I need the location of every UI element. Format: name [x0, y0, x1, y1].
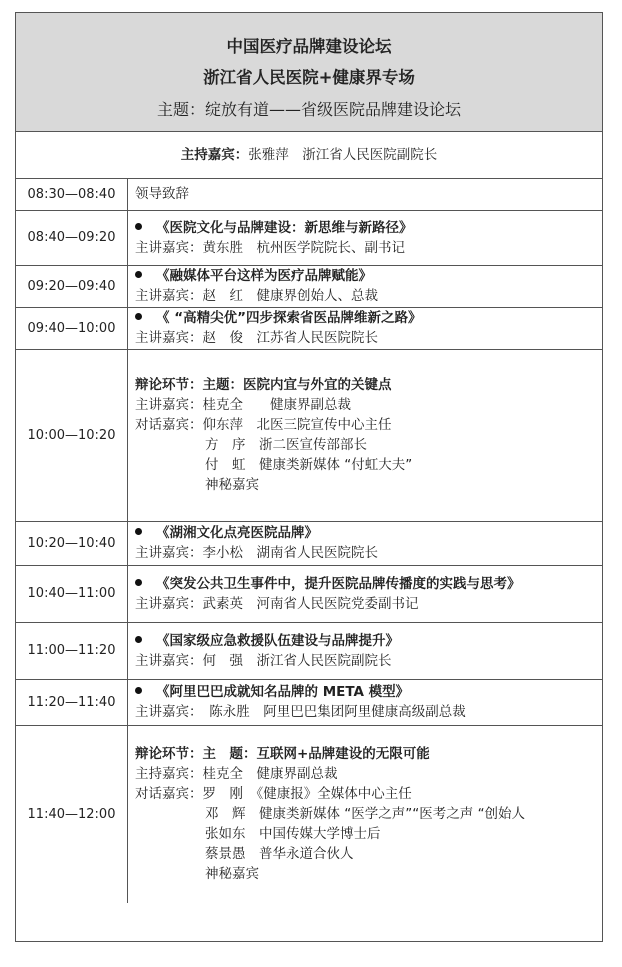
theme-line — [16, 93, 602, 127]
session-title: 浙江省人民医院+健康界专场 — [203, 68, 415, 87]
detail-line: 蔡景愚 普华永道合伙人 — [205, 846, 354, 863]
agenda-row — [16, 565, 602, 622]
bullet-icon — [135, 313, 142, 320]
detail-line: 领导致辞 — [135, 186, 189, 203]
session-detail — [128, 307, 603, 349]
talk-title-text: 《阿里巴巴成就知名品牌的 META 模型》 — [156, 684, 410, 700]
session-detail — [128, 622, 603, 679]
bullet-icon — [135, 687, 142, 694]
session-detail — [128, 349, 603, 521]
talk-title — [135, 308, 602, 328]
talk-title-text: 《医院文化与品牌建设：新思维与新路径》 — [156, 219, 413, 236]
time-slot: 10:40—11:00 — [16, 565, 128, 622]
bullet-icon — [135, 528, 142, 535]
agenda-row — [16, 265, 602, 307]
time-slot: 11:00—11:20 — [16, 622, 128, 679]
forum-title: 中国医疗品牌建设论坛 — [226, 37, 392, 56]
agenda-row — [16, 210, 602, 265]
time-slot: 10:20—10:40 — [16, 521, 128, 565]
time-slot: 08:30—08:40 — [16, 179, 128, 210]
bullet-icon — [135, 579, 142, 586]
session-detail — [128, 725, 603, 903]
detail-line: 辩论环节：主题：医院内宜与外宜的关键点 — [135, 377, 392, 393]
agenda-row — [16, 179, 602, 210]
agenda-row — [16, 307, 602, 349]
talk-title-text: 《湖湘文化点亮医院品牌》 — [156, 525, 318, 541]
detail-line: 主讲嘉宾： 陈永胜 阿里巴巴集团阿里健康高级副总裁 — [135, 704, 466, 720]
detail-line: 神秘嘉宾 — [205, 477, 259, 493]
detail-line: 主讲嘉宾：何 强 浙江省人民医院副院长 — [135, 652, 392, 669]
talk-title — [135, 631, 602, 651]
agenda-row — [16, 521, 602, 565]
time-slot: 09:40—10:00 — [16, 307, 128, 349]
time-slot: 08:40—09:20 — [16, 210, 128, 265]
time-slot: 11:40—12:00 — [16, 725, 128, 903]
agenda-row — [16, 622, 602, 679]
talk-title-text: 《突发公共卫生事件中，提升医院品牌传播度的实践与思考》 — [156, 575, 521, 592]
talk-title — [135, 218, 602, 238]
detail-line: 方 序 浙二医宣传部部长 — [205, 437, 367, 453]
detail-line: 辩论环节：主 题：互联网+品牌建设的无限可能 — [135, 746, 430, 763]
bullet-icon — [135, 223, 142, 230]
host-value: 张雅萍 浙江省人民医院副院长 — [248, 147, 438, 163]
session-detail — [128, 679, 603, 725]
talk-title-text: 《融媒体平台这样为医疗品牌赋能》 — [156, 268, 372, 284]
agenda-row — [16, 679, 602, 725]
host-label: 主持嘉宾： — [180, 147, 249, 163]
time-slot: 09:20—09:40 — [16, 265, 128, 307]
session-detail — [128, 210, 603, 265]
detail-line: 主讲嘉宾：桂克全 健康界副总裁 — [135, 397, 351, 413]
detail-line: 张如东 中国传媒大学博士后 — [205, 826, 381, 843]
agenda-header — [16, 13, 602, 132]
detail-line: 邓 辉 健康类新媒体 “医学之声”“医考之声 “创始人 — [205, 806, 526, 823]
bullet-icon — [135, 636, 142, 643]
session-detail — [128, 565, 603, 622]
talk-title — [135, 682, 602, 702]
time-slot: 10:00—10:20 — [16, 349, 128, 521]
detail-line: 主持嘉宾：桂克全 健康界副总裁 — [135, 766, 338, 783]
talk-title — [135, 523, 602, 543]
agenda-row — [16, 725, 602, 903]
detail-line: 神秘嘉宾 — [205, 866, 259, 883]
talk-title-text: 《国家级应急救援队伍建设与品牌提升》 — [156, 632, 399, 649]
bullet-icon — [135, 271, 142, 278]
agenda-table — [16, 179, 602, 903]
talk-title-text: 《 “高精尖优”四步探索省医品牌维新之路》 — [156, 310, 422, 326]
agenda-sheet — [15, 12, 603, 942]
detail-line: 对话嘉宾：仰东萍 北医三院宣传中心主任 — [135, 417, 392, 433]
agenda-row — [16, 349, 602, 521]
time-slot: 11:20—11:40 — [16, 679, 128, 725]
detail-line: 主讲嘉宾：黄东胜 杭州医学院院长、副书记 — [135, 239, 405, 256]
detail-line: 主讲嘉宾：李小松 湖南省人民医院院长 — [135, 545, 378, 561]
detail-line: 主讲嘉宾：赵 俊 江苏省人民医院院长 — [135, 330, 378, 346]
host-row — [16, 132, 602, 179]
talk-title — [135, 574, 602, 594]
session-detail — [128, 179, 603, 210]
detail-line: 付 虹 健康类新媒体 “付虹大夫” — [205, 457, 413, 473]
session-detail — [128, 521, 603, 565]
talk-title — [135, 266, 602, 286]
detail-line: 主讲嘉宾：赵 红 健康界创始人、总裁 — [135, 288, 378, 304]
theme-text: 绽放有道——省级医院品牌建设论坛 — [205, 100, 462, 119]
theme-label: 主题： — [156, 100, 205, 119]
detail-line: 主讲嘉宾：武素英 河南省人民医院党委副书记 — [135, 595, 419, 612]
session-detail — [128, 265, 603, 307]
detail-line: 对话嘉宾：罗 刚 《健康报》全媒体中心主任 — [135, 786, 412, 803]
